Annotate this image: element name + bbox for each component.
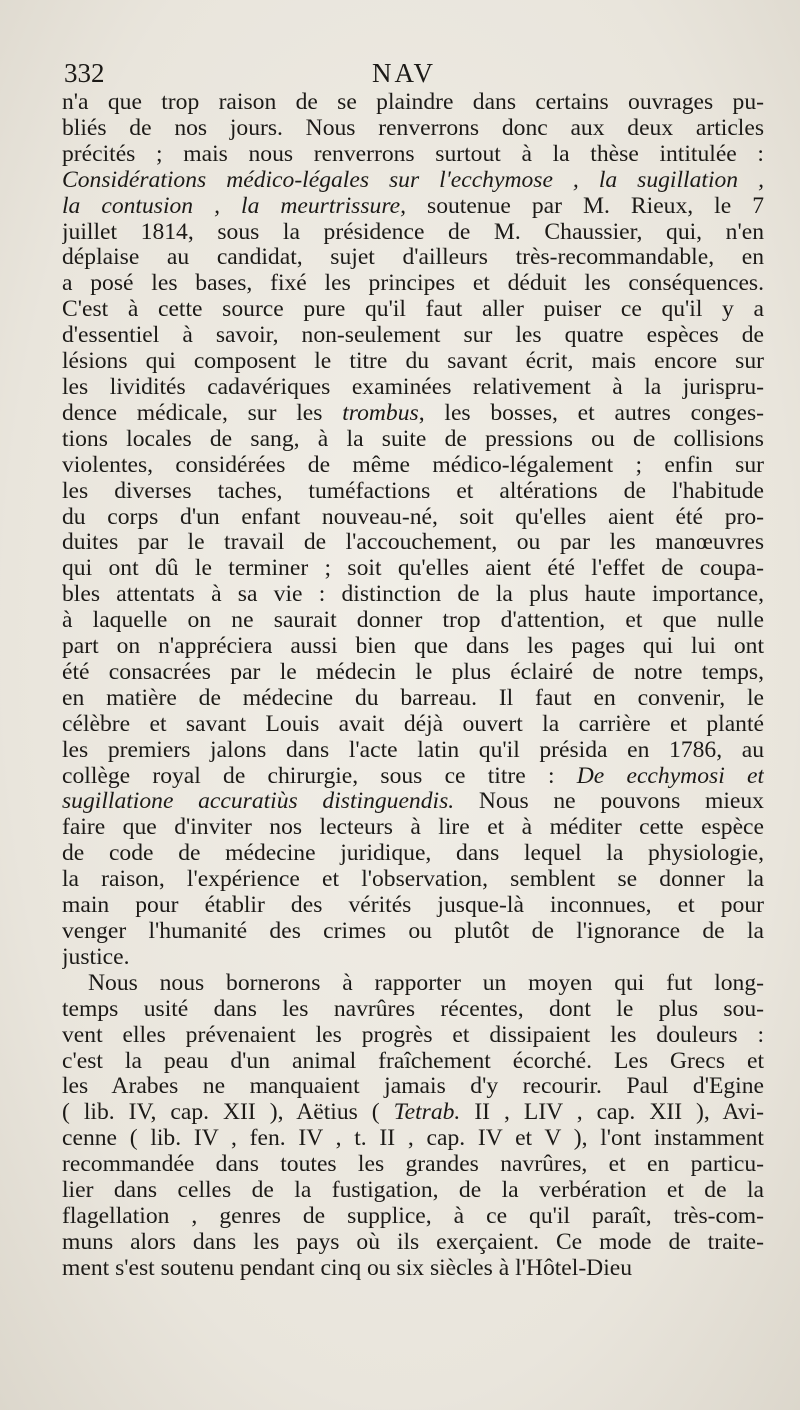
text-line: main pour établir des vérités jusque-là inconnues, et pour — [62, 893, 764, 919]
text-line: c'est la peau d'un animal fraîchement écorché. Les Grecs et — [62, 1048, 764, 1074]
text-line: du corps d'un enfant nouveau-né, soit qu'elles aient été pro- — [62, 504, 764, 530]
text-line: lier dans celles de la fustigation, de la verbération et de la — [62, 1178, 764, 1204]
text-line: recommandée dans toutes les grandes navrûres, et en particu- — [62, 1152, 764, 1178]
running-head: NAV — [371, 58, 436, 88]
text-line: C'est à cette source pure qu'il faut aller puiser ce qu'il y a — [62, 297, 764, 323]
text-line: sugillatione accuratiùs distinguendis. Nous ne pouvons mieux — [62, 789, 764, 815]
text-line: n'a que trop raison de se plaindre dans certains ouvrages pu- — [62, 90, 764, 115]
text-line: été consacrées par le médecin le plus éclairé de notre temps, — [62, 659, 764, 685]
text-line: les diverses taches, tuméfactions et altérations de l'habitude — [62, 478, 764, 504]
text-line: lésions qui composent le titre du savant écrit, mais encore sur — [62, 349, 764, 375]
text-line: à laquelle on ne saurait donner trop d'attention, et que nulle — [62, 608, 764, 634]
text-line: vent elles prévenaient les progrès et dissipaient les douleurs : — [62, 1022, 764, 1048]
text-line: venger l'humanité des crimes ou plutôt de l'ignorance de la — [62, 919, 764, 944]
text-line: muns alors dans les pays où ils exerçaient. Ce mode de traite- — [62, 1229, 764, 1255]
text-line: déplaise au candidat, sujet d'ailleurs très-recommandable, en — [62, 245, 764, 271]
text-line: faire que d'inviter nos lecteurs à lire et à méditer cette espèce — [62, 815, 764, 841]
text-line: célèbre et savant Louis avait déjà ouvert la carrière et planté — [62, 711, 764, 737]
text-line: précités ; mais nous renverrons surtout à la thèse intitulée : — [62, 141, 764, 167]
text-line: Considérations médico-légales sur l'ecchymose , la sugillation , — [62, 167, 764, 193]
page-header — [64, 58, 744, 90]
text-line: collège royal de chirurgie, sous ce titre : De ecchymosi et — [62, 763, 764, 789]
text-line: violentes, considérées de même médico-légalement ; enfin sur — [62, 452, 764, 478]
text-line: les premiers jalons dans l'acte latin qu'il présida en 1786, au — [62, 737, 764, 763]
page-number: 332 — [64, 58, 105, 88]
text-line: cenne ( lib. IV , fen. IV , t. II , cap. IV et V ), l'ont instamment — [62, 1126, 764, 1152]
text-line: Nous nous bornerons à rapporter un moyen qui fut long- — [88, 970, 764, 996]
text-line: la raison, l'expérience et l'observation, semblent se donner la — [62, 867, 764, 893]
text-line: bliés de nos jours. Nous renverrons donc aux deux articles — [62, 115, 764, 141]
text-line: justice. — [62, 944, 130, 970]
text-line: de code de médecine juridique, dans lequel la physiologie, — [62, 841, 764, 867]
text-line: flagellation , genres de supplice, à ce qu'il paraît, très-com- — [62, 1203, 764, 1229]
text-line: bles attentats à sa vie : distinction de la plus haute importance, — [62, 582, 764, 608]
text-line: duites par le travail de l'accouchement, ou par les manœuvres — [62, 530, 764, 556]
text-line: qui ont dû le terminer ; soit qu'elles aient été l'effet de coupa- — [62, 556, 764, 582]
text-line: tions locales de sang, à la suite de pressions ou de collisions — [62, 426, 764, 452]
text-line: ment s'est soutenu pendant cinq ou six siècles à l'Hôtel-Dieu — [62, 1255, 633, 1281]
text-line: les Arabes ne manquaient jamais d'y recourir. Paul d'Egine — [62, 1074, 764, 1100]
text-line: la contusion , la meurtrissure, soutenue par M. Rieux, le 7 — [62, 193, 764, 219]
text-line: les lividités cadavériques examinées relativement à la jurispru- — [62, 374, 764, 400]
body-text — [62, 90, 764, 1282]
text-line: a posé les bases, fixé les principes et déduit les conséquences. — [62, 271, 764, 297]
text-line: d'essentiel à savoir, non-seulement sur les quatre espèces de — [62, 323, 764, 349]
text-line: juillet 1814, sous la présidence de M. Chaussier, qui, n'en — [62, 219, 764, 245]
text-line: part on n'appréciera aussi bien que dans les pages qui lui ont — [62, 634, 764, 660]
text-line: ( lib. IV, cap. XII ), Aëtius ( Tetrab. II , LIV , cap. XII ), Avi- — [62, 1100, 764, 1126]
text-line: dence médicale, sur les trombus, les bosses, et autres conges- — [62, 400, 764, 426]
text-line: temps usité dans les navrûres récentes, dont le plus sou- — [62, 996, 764, 1022]
text-line: en matière de médecine du barreau. Il faut en convenir, le — [62, 685, 764, 711]
